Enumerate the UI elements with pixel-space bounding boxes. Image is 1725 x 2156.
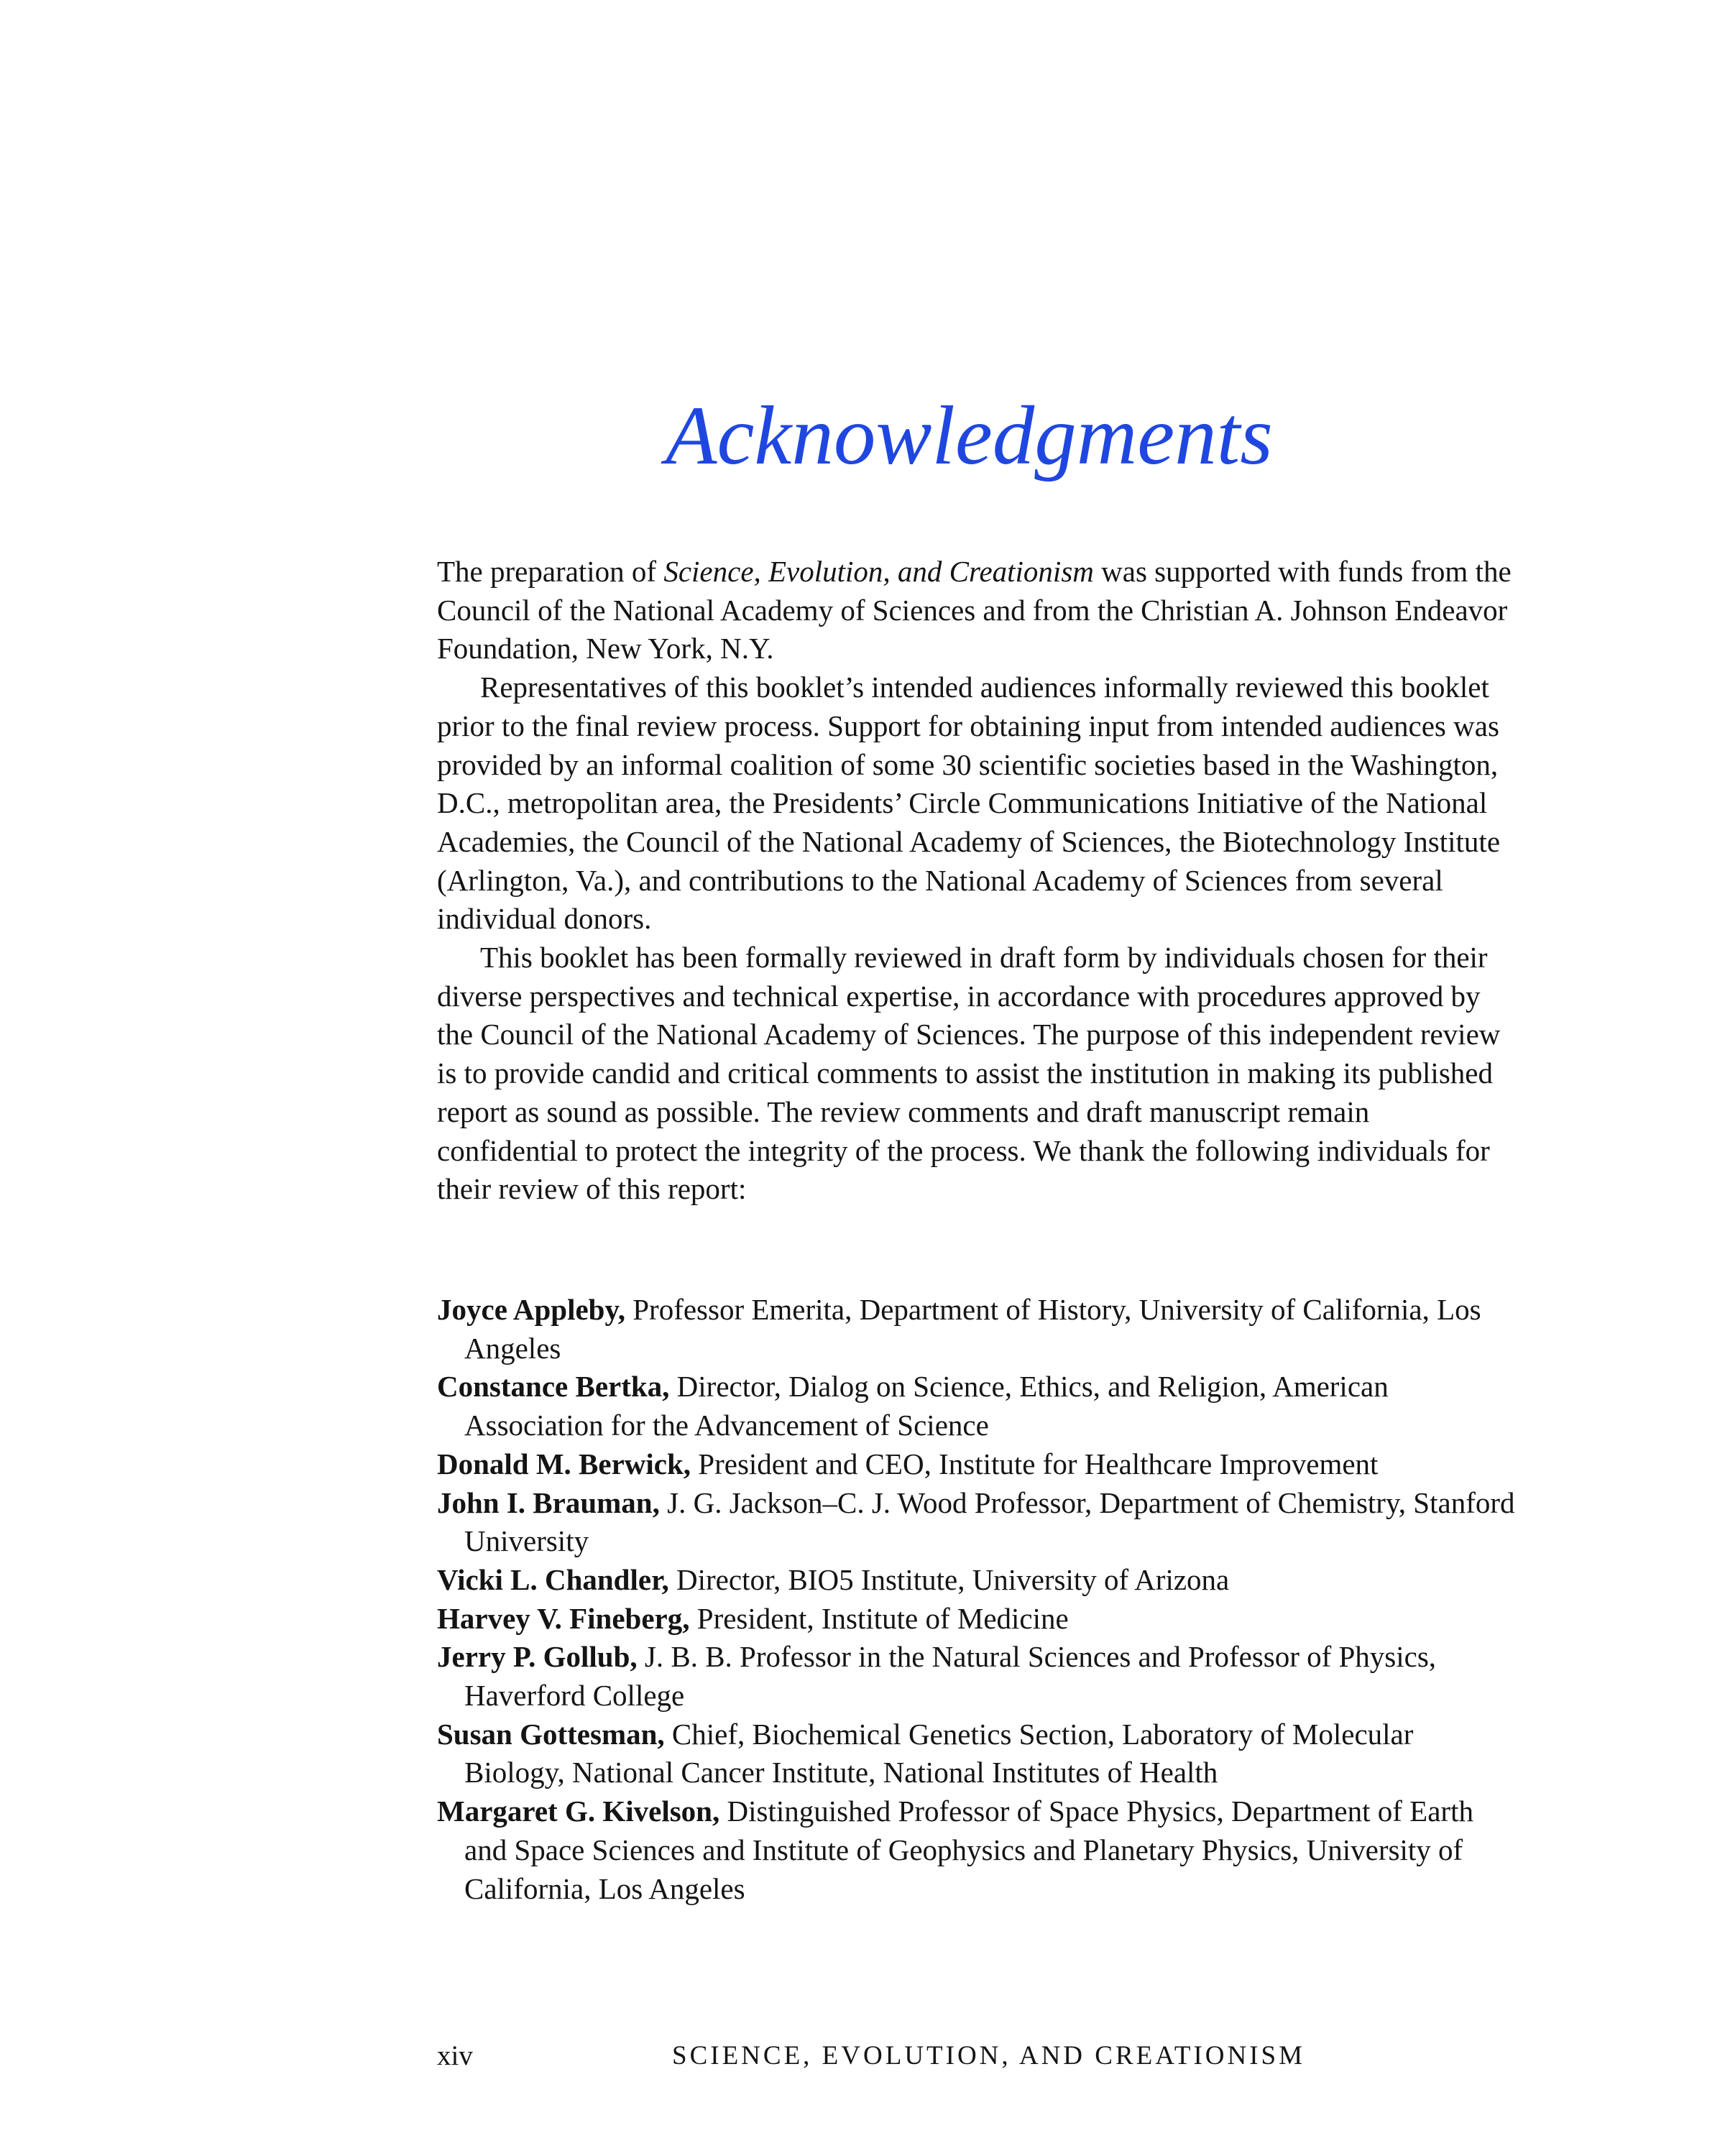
reviewer-item <box>437 1445 1515 1484</box>
reviewer-affiliation: President, Institute of Medicine <box>689 1601 1069 1635</box>
reviewer-name: John I. Brauman, <box>437 1485 660 1519</box>
reviewer-item <box>437 1600 1515 1639</box>
reviewer-affiliation: J. B. B. Professor in the Natural Sciences and Professor of Physics, Haverford College <box>464 1640 1437 1713</box>
funding-paragraph-lead: The preparation of <box>437 555 664 588</box>
reviewer-item <box>437 1484 1515 1561</box>
reviewer-item <box>437 1368 1515 1445</box>
reviewer-item <box>437 1638 1515 1715</box>
reviewer-name: Joyce Appleby, <box>437 1293 625 1326</box>
reviewer-item <box>437 1561 1515 1600</box>
reviewer-affiliation: J. G. Jackson–C. J. Wood Professor, Department of Chemistry, Stanford University <box>464 1485 1515 1558</box>
reviewer-name: Donald M. Berwick, <box>437 1447 691 1480</box>
reviewer-item <box>437 1792 1515 1908</box>
reviewer-item <box>437 1291 1515 1368</box>
page-number: xiv <box>437 2040 473 2071</box>
running-title: SCIENCE, EVOLUTION, AND CREATIONISM <box>672 2041 1306 2070</box>
reviewer-affiliation: Director, BIO5 Institute, University of Arizona <box>668 1562 1230 1596</box>
informal-review-paragraph: Representatives of this booklet’s intended audiences informally reviewed this booklet prior to the final review process. Support for obtaining input from intended audiences was provided by an informal coalition of some 30 scientific societies based in the Washington, D.C., metropolitan area, the Presidents’ Circle Communications Initiative of the National Academies, the Council of the National Academy of Sciences, the Biotechnology Institute (Arlington, Va.), and contributions to the National Academy of Sciences from several individual donors. <box>437 671 1501 936</box>
page-title: Acknowledgments <box>666 390 1273 482</box>
funding-paragraph <box>437 553 1515 668</box>
reviewer-affiliation: Distinguished Professor of Space Physics, Department of Earth and Space Sciences and Institute of Geophysics and Planetary Physics, University of California, Los Angeles <box>464 1795 1473 1905</box>
reviewer-affiliation: Professor Emerita, Department of History, University of California, Los Angeles <box>464 1293 1481 1365</box>
reviewer-name: Jerry P. Gollub, <box>437 1640 638 1674</box>
reviewer-name: Margaret G. Kivelson, <box>437 1795 720 1828</box>
reviewer-affiliation: President and CEO, Institute for Healthcare Improvement <box>691 1447 1379 1480</box>
reviewer-affiliation: Director, Dialog on Science, Ethics, and Religion, American Association for the Advancement of Science <box>464 1370 1389 1442</box>
reviewer-name: Vicki L. Chandler, <box>437 1562 669 1596</box>
formal-review-paragraph: This booklet has been formally reviewed in draft form by individuals chosen for their diverse perspectives and technical expertise, in accordance with procedures approved by the Council of the National Academy of Sciences. The purpose of this independent review is to provide candid and critical comments to assist the institution in making its published report as sound as possible. The review comments and draft manuscript remain confidential to protect the integrity of the process. We thank the following individuals for their review of this report: <box>437 941 1501 1206</box>
reviewer-name: Constance Bertka, <box>437 1370 670 1404</box>
funding-paragraph-rest: was supported with funds from the Council of the National Academy of Sciences and from the Christian A. Johnson Endeavor Foundation, New York, N.Y. <box>437 555 1512 665</box>
book-title: Science, Evolution, and Creationism <box>663 555 1094 588</box>
reviewer-list <box>437 1291 1515 1908</box>
reviewer-name: Harvey V. Fineberg, <box>437 1601 690 1635</box>
reviewer-item <box>437 1715 1515 1792</box>
body-text <box>437 553 1515 1209</box>
reviewer-affiliation: Chief, Biochemical Genetics Section, Laboratory of Molecular Biology, National Cancer Institute, National Institutes of Health <box>464 1717 1414 1789</box>
reviewer-name: Susan Gottesman, <box>437 1717 665 1751</box>
